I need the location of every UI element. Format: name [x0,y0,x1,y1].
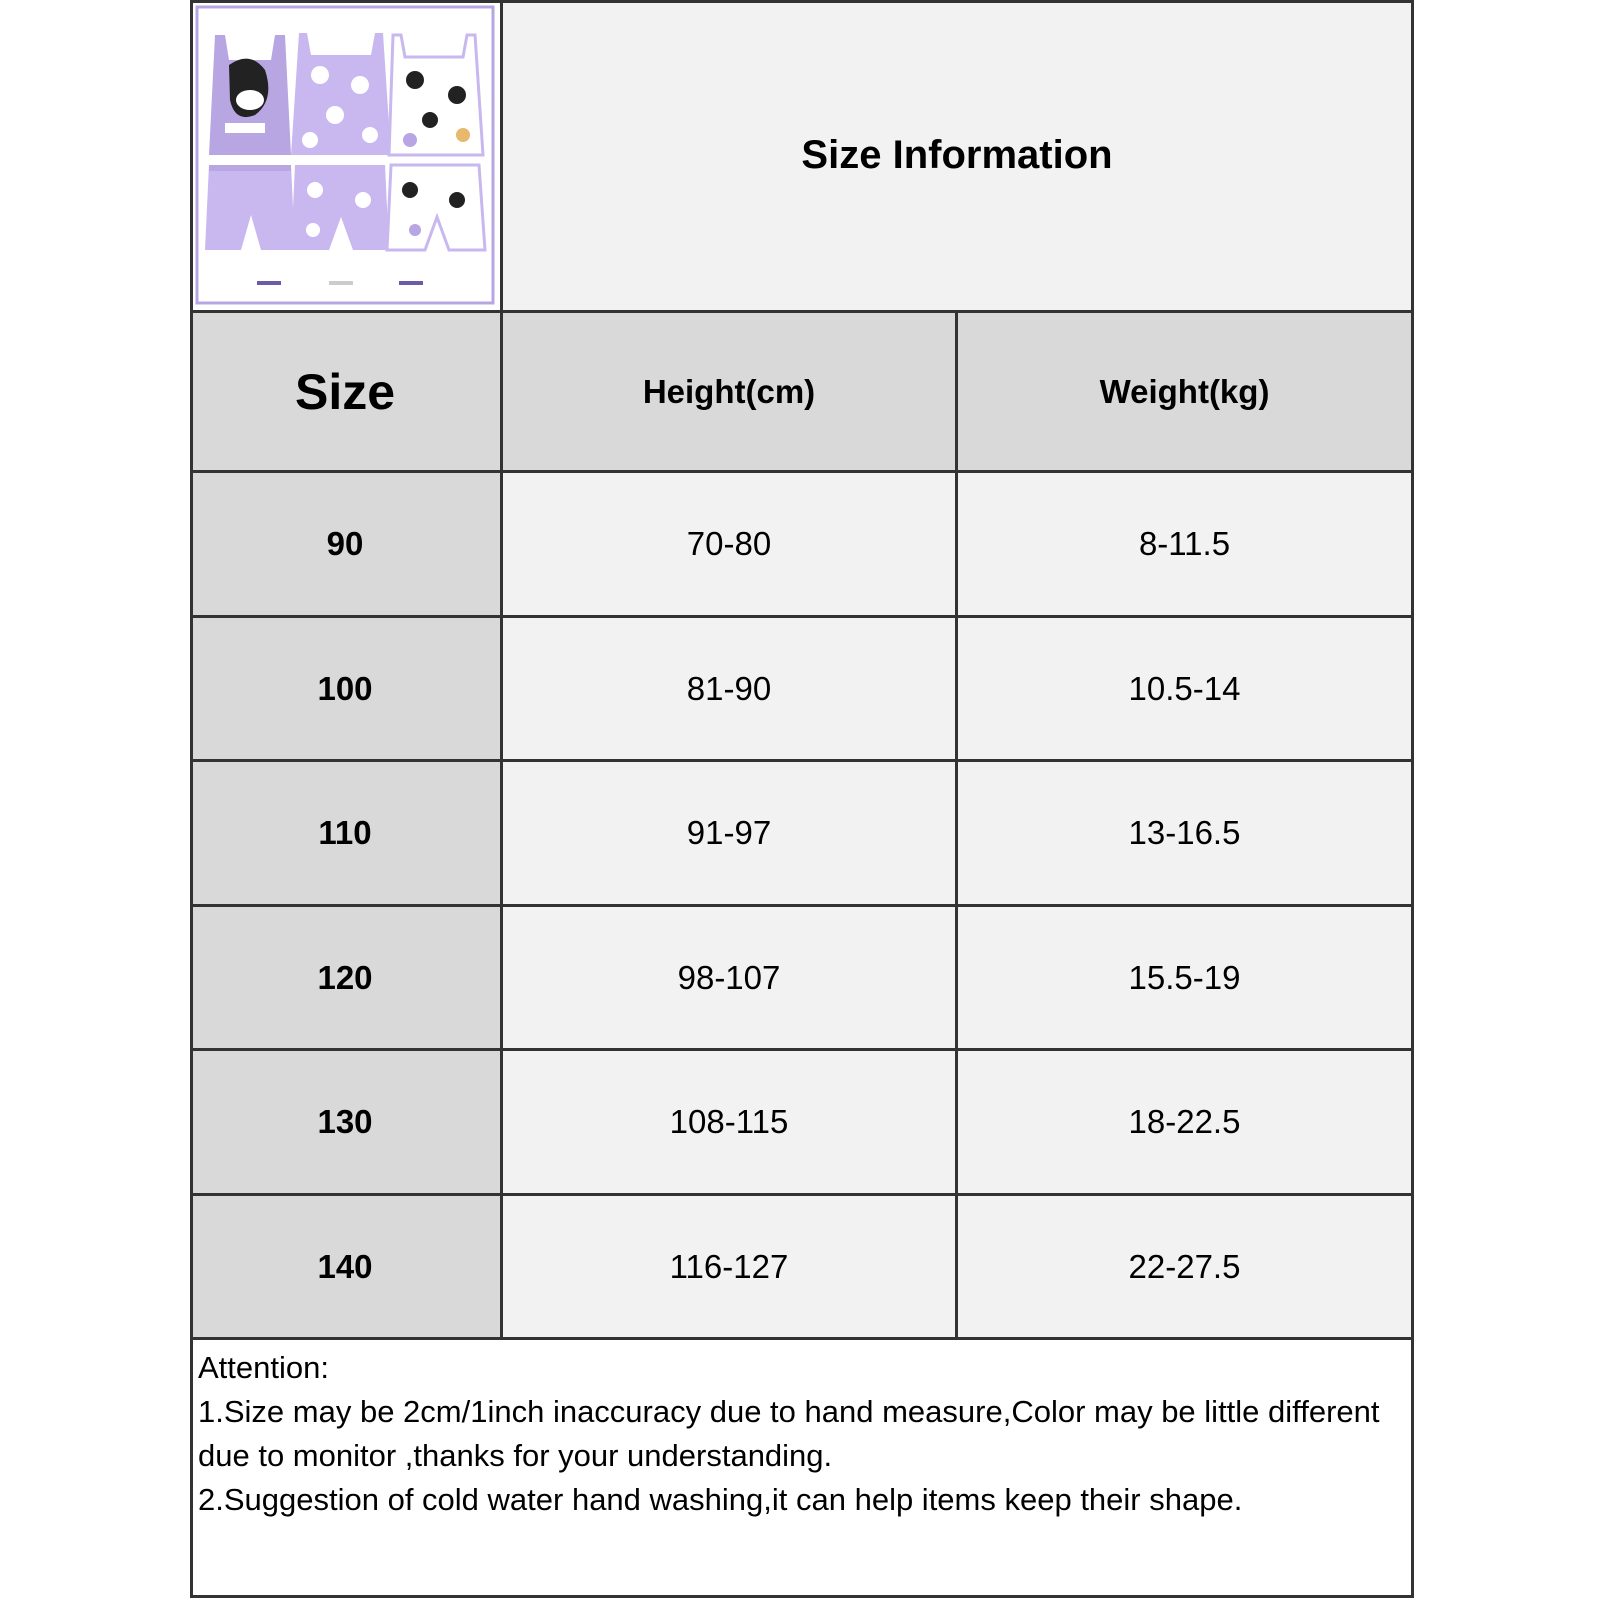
product-image-cell [190,0,503,313]
attention-notes [190,1340,1414,1598]
height-cell [503,618,958,762]
notes-line-1: 1.Size may be 2cm/1inch inaccuracy due to hand measure,Color may be little different due to monitor ,thanks for your understanding. [198,1394,1380,1473]
size-cell [190,762,503,907]
height-value: 116-127 [669,1247,789,1285]
weight-cell [958,1196,1414,1340]
notes-heading: Attention: [198,1350,329,1385]
height-value: 108-115 [669,1103,789,1140]
weight-value: 13-16.5 [1128,814,1241,851]
size-value: 90 [326,525,364,562]
weight-cell [958,907,1414,1051]
size-value: 120 [317,958,373,996]
size-value: 130 [317,1103,373,1140]
height-value: 70-80 [686,525,772,562]
size-cell [190,1196,503,1340]
chart-title-cell [503,0,1414,313]
size-cell [190,1051,503,1196]
weight-cell [958,1051,1414,1196]
height-cell [503,762,958,907]
notes-line-2: 2.Suggestion of cold water hand washing,it can help items keep their shape. [198,1482,1243,1517]
weight-value: 8-11.5 [1138,525,1231,562]
weight-value: 15.5-19 [1128,958,1241,996]
height-value: 91-97 [686,814,772,851]
height-cell [503,1196,958,1340]
height-cell [503,473,958,618]
header-weight-label: Weight(kg) [1099,372,1270,410]
header-weight [958,313,1414,473]
header-size-label: Size [294,363,396,420]
header-height [503,313,958,473]
header-size [190,313,503,473]
height-cell [503,1051,958,1196]
product-image [195,5,495,305]
height-cell [503,907,958,1051]
size-cell [190,618,503,762]
weight-cell [958,618,1414,762]
weight-value: 10.5-14 [1128,669,1241,707]
height-value: 98-107 [677,958,781,996]
weight-cell [958,473,1414,618]
size-chart [190,0,1414,1600]
size-value: 110 [318,814,372,851]
size-value: 100 [317,669,373,707]
size-value: 140 [317,1247,373,1285]
size-cell [190,473,503,618]
height-value: 81-90 [686,669,772,707]
weight-value: 18-22.5 [1128,1103,1241,1140]
weight-value: 22-27.5 [1128,1247,1241,1285]
size-cell [190,907,503,1051]
weight-cell [958,762,1414,907]
header-height-label: Height(cm) [642,372,816,410]
chart-title: Size Information [801,132,1113,177]
